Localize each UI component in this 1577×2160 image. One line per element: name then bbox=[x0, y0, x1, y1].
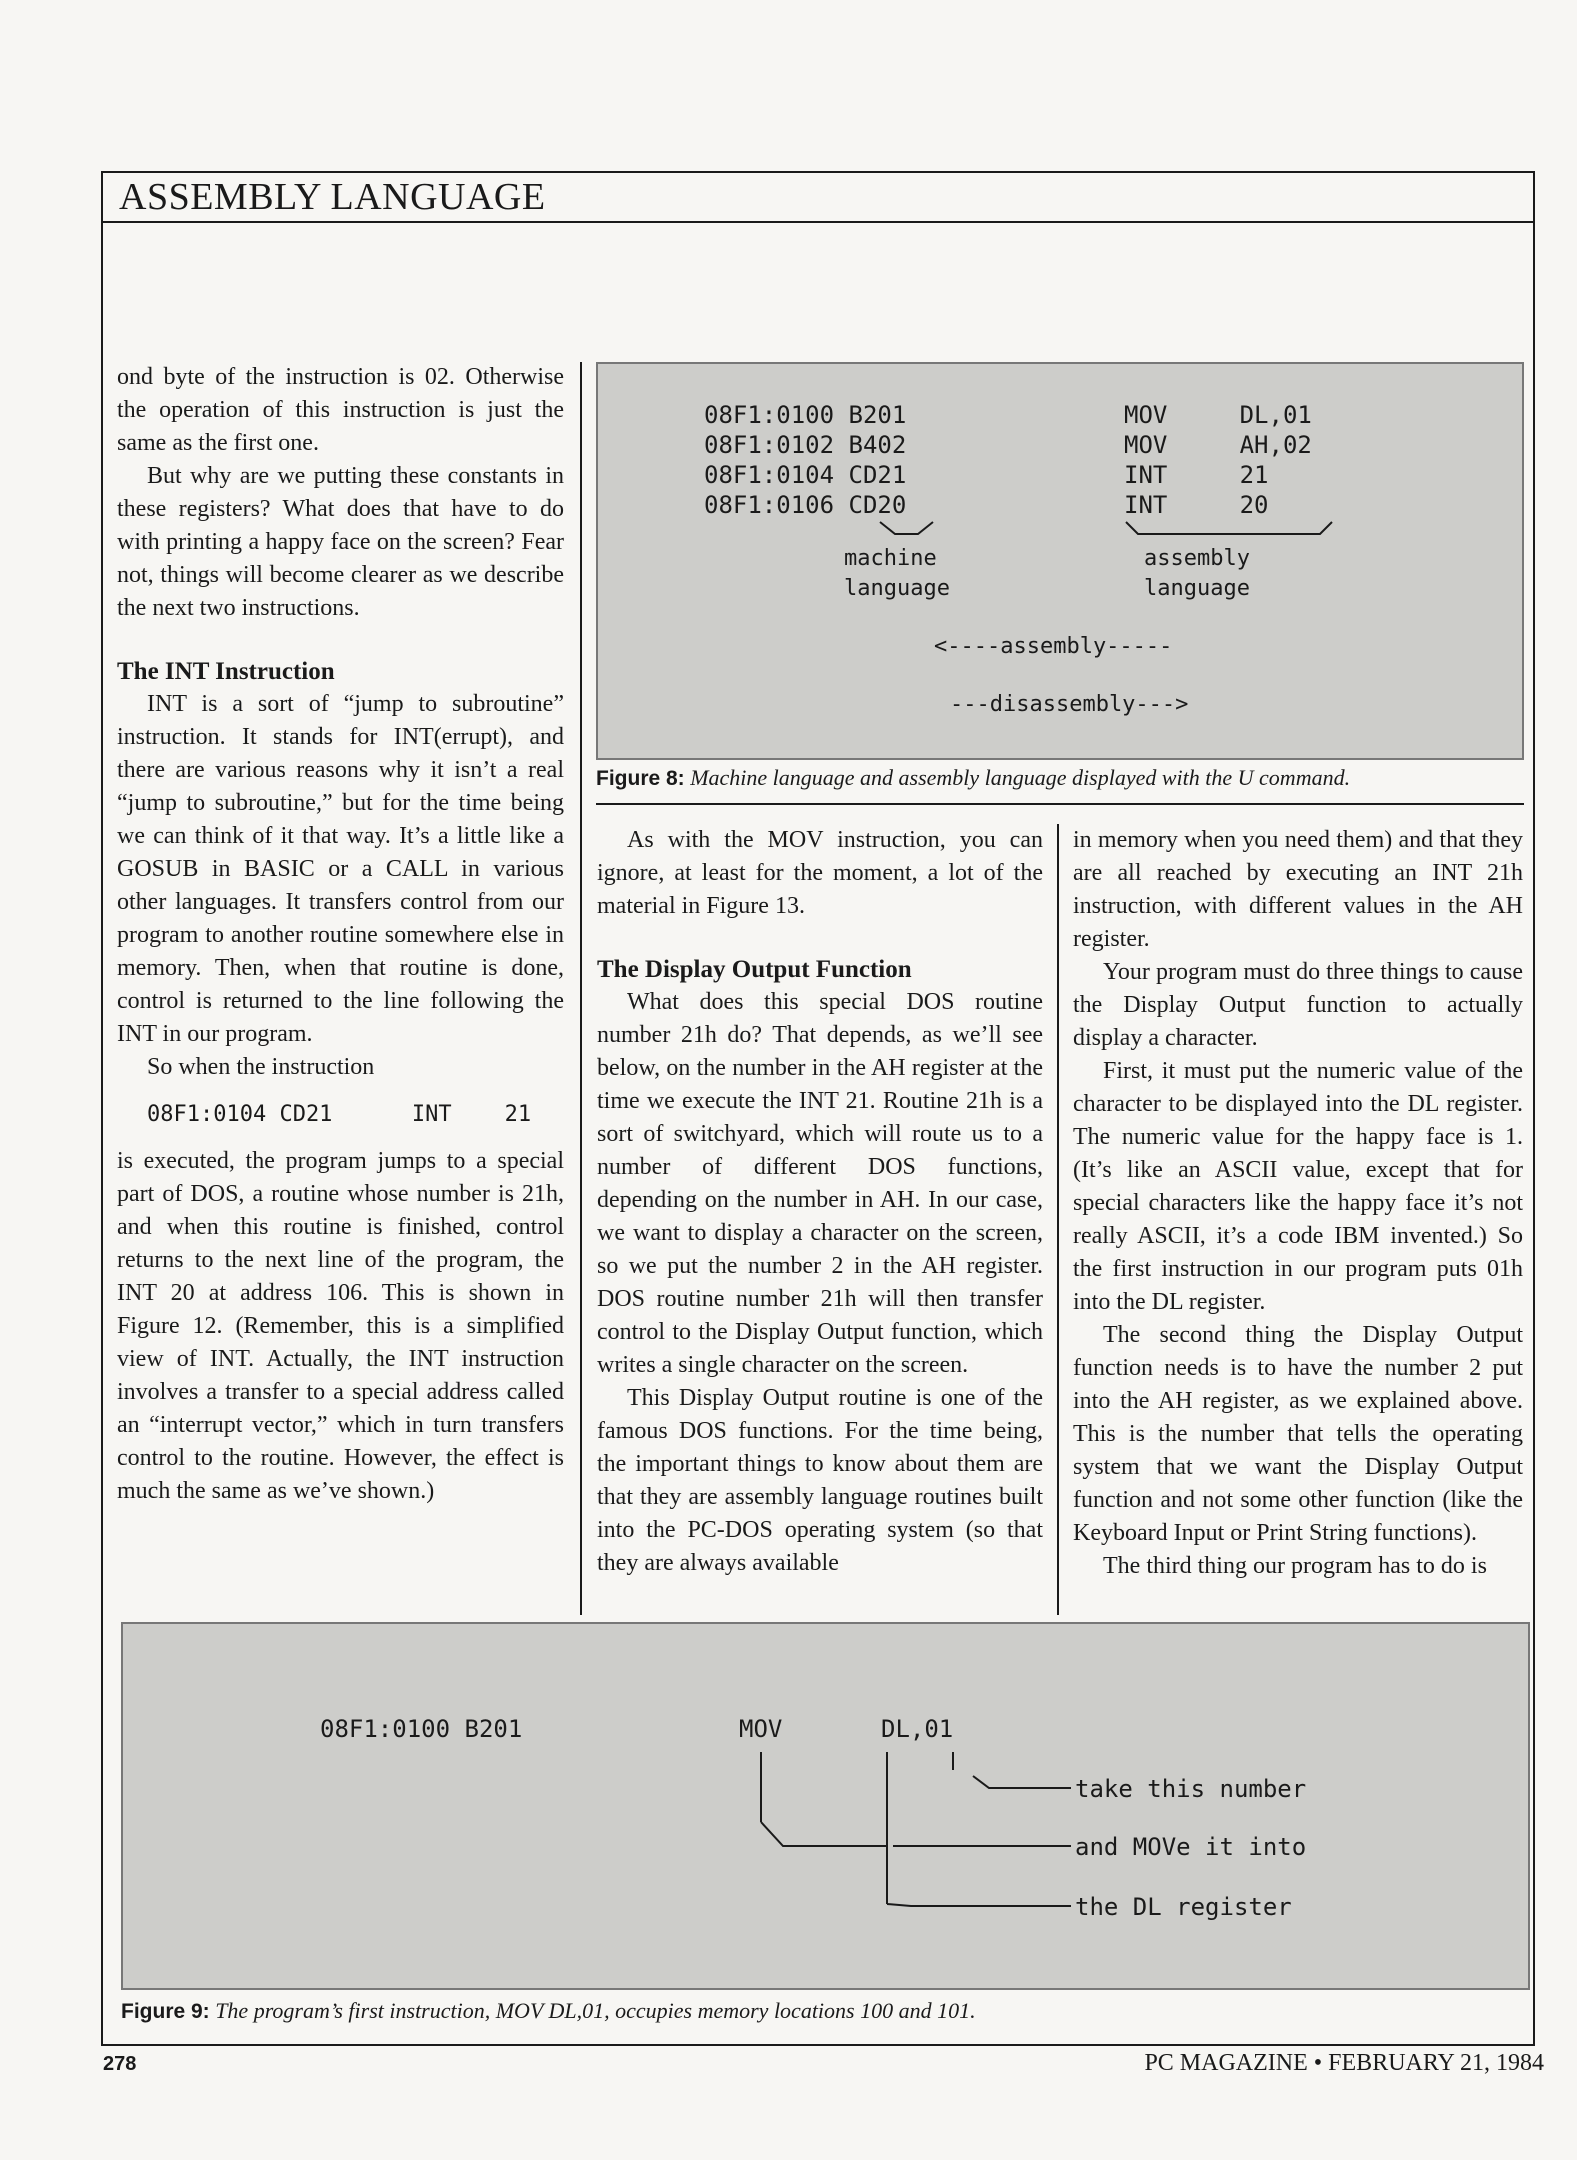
figure-9-caption-label: Figure 9: bbox=[121, 2000, 210, 2023]
display-output-heading: The Display Output Function bbox=[597, 956, 912, 983]
fig9-arrows bbox=[123, 1624, 1528, 1988]
fig9-address: 08F1:0100 B201 bbox=[320, 1715, 523, 1743]
figure-8-rule bbox=[596, 803, 1524, 805]
fig9-note-2: and MOVe it into bbox=[1075, 1833, 1307, 1861]
col3-paragraph-5: The third thing our program has to do is bbox=[1103, 1553, 1487, 1579]
col1-paragraph-1: ond byte of the instruction is 02. Otherwise the operation of this instruction is just the same as the first one. bbox=[117, 364, 564, 456]
col2-paragraph-3: This Display Output routine is one of the famous DOS functions. For the time being, the important things to know about them are that they are assembly language routines built into the PC-DOS operating system (so that they are always available bbox=[597, 1385, 1043, 1576]
int-code-line: 08F1:0104 CD21 INT 21 bbox=[147, 1102, 532, 1127]
figure-9-caption-text: The program’s first instruction, MOV DL,01, occupies memory locations 100 and 101. bbox=[215, 1998, 976, 2023]
fig8-machine-label: machine language bbox=[844, 546, 950, 601]
section-title: ASSEMBLY LANGUAGE bbox=[119, 176, 546, 218]
col3-paragraph-1: in memory when you need them) and that they are all reached by executing an INT 21h instruction, with different values in the AH register. bbox=[1073, 827, 1523, 952]
col3-paragraph-3: First, it must put the numeric value of the character to be displayed into the DL register. The numeric value for the happy face is 1. (It’s like an ASCII value, except that for special characters like the happy face it’s not really ASCII, it’s a code IBM invented.) So the first instruction in our program puts 01h into the DL register. bbox=[1073, 1058, 1523, 1315]
fig9-mnemonic: MOV bbox=[739, 1715, 783, 1743]
fig8-assembly-arrow: <----assembly----- bbox=[934, 634, 1173, 659]
figure-9-screen bbox=[121, 1622, 1530, 1990]
column-divider-1 bbox=[580, 362, 582, 1615]
column-2 bbox=[597, 824, 1043, 1580]
figure-8-caption-label: Figure 8: bbox=[596, 767, 685, 790]
fig9-note-1: take this number bbox=[1075, 1775, 1307, 1803]
fig8-assembly-label: assembly language bbox=[1144, 546, 1250, 601]
figure-8-caption bbox=[596, 765, 1350, 791]
page-number: 278 bbox=[103, 2053, 137, 2075]
fig8-disassembly-arrow: ---disassembly---> bbox=[950, 692, 1189, 717]
fig8-line-3: 08F1:0104 CD21 bbox=[704, 461, 907, 489]
col1-paragraph-4: So when the instruction bbox=[147, 1054, 375, 1080]
figure-8-caption-text: Machine language and assembly language displayed with the U command. bbox=[690, 765, 1351, 790]
fig8-asm-1: MOV DL,01 bbox=[1124, 401, 1312, 429]
column-3 bbox=[1073, 824, 1523, 1583]
column-divider-2 bbox=[1057, 824, 1059, 1615]
col2-paragraph-2: What does this special DOS routine number 21h do? That depends, as we’ll see below, on the number in the AH register at the time we execute the INT 21. Routine 21h is a sort of switchyard, which will route us to a number of different DOS functions, depending on the number in AH. In our case, we want to display a character on the screen, so we put the number 2 in the AH register. DOS routine number 21h will then transfer control to the Display Output function, which writes a single character on the screen. bbox=[597, 989, 1043, 1378]
fig8-asm-3: INT 21 bbox=[1124, 461, 1269, 489]
col1-paragraph-3: INT is a sort of “jump to subroutine” instruction. It stands for INT(errupt), and there are various reasons why it isn’t a real “jump to subroutine,” but for the time being we can think of it that way. It’s a little like a GOSUB in BASIC or a CALL in various other languages. It transfers control from our program to another routine somewhere else in memory. Then, when that routine is done, control is returned to the line following the INT in our program. bbox=[117, 691, 564, 1047]
fig8-line-4: 08F1:0106 CD20 bbox=[704, 491, 907, 519]
fig8-line-2: 08F1:0102 B402 bbox=[704, 431, 907, 459]
figure-8-screen bbox=[596, 362, 1524, 760]
fig8-asm-4: INT 20 bbox=[1124, 491, 1269, 519]
fig8-asm-2: MOV AH,02 bbox=[1124, 431, 1312, 459]
int-instruction-heading: The INT Instruction bbox=[117, 658, 335, 685]
fig8-line-1: 08F1:0100 B201 bbox=[704, 401, 907, 429]
fig9-operands: DL,01 bbox=[881, 1715, 954, 1743]
col3-paragraph-4: The second thing the Display Output function needs is to have the number 2 put into the AH register, as we explained above. This is the number that tells the operating system that we want the Display Output function and not some other function (like the Keyboard Input or Print String functions). bbox=[1073, 1322, 1523, 1546]
col3-paragraph-2: Your program must do three things to cause the Display Output function to actually display a character. bbox=[1073, 959, 1523, 1051]
magazine-footer: PC MAGAZINE • FEBRUARY 21, 1984 bbox=[1144, 2050, 1544, 2076]
col2-paragraph-1: As with the MOV instruction, you can ignore, at least for the moment, a lot of the material in Figure 13. bbox=[597, 827, 1043, 919]
col1-paragraph-2: But why are we putting these constants in these registers? What does that have to do with printing a happy face on the screen? Fear not, things will become clearer as we describe the next two instructions. bbox=[117, 463, 564, 621]
figure-9-caption bbox=[121, 1998, 976, 2024]
col1-paragraph-5: is executed, the program jumps to a special part of DOS, a routine whose number is 21h, and when this routine is finished, control returns to the next line of the program, the INT 20 at address 106. This is shown in Figure 12. (Remember, this is a simplified view of INT. Actually, the INT instruction involves a transfer to a special address called an “interrupt vector,” which in turn transfers control to the routine. However, the effect is much the same as we’ve shown.) bbox=[117, 1148, 564, 1504]
column-1 bbox=[117, 361, 564, 1508]
section-header bbox=[101, 171, 1535, 223]
fig9-note-3: the DL register bbox=[1075, 1893, 1292, 1921]
